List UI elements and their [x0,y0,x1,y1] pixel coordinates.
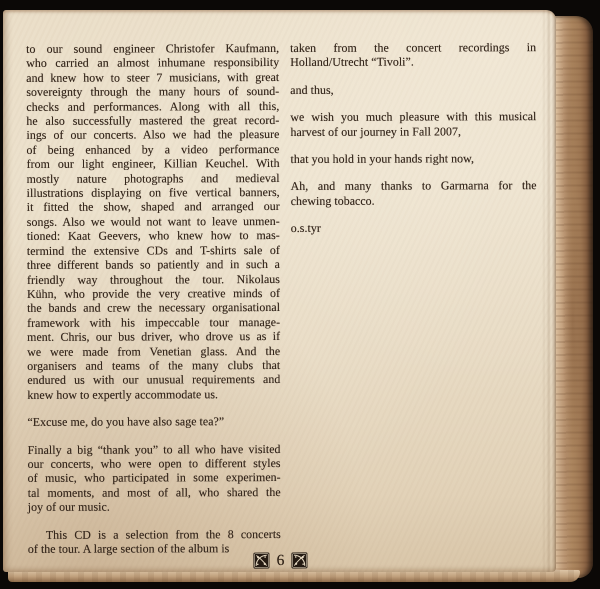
text-line: checks and performances. Along with all this, [26,98,280,114]
text-line: our concerts, who were open to different styles [27,455,281,471]
text-line: harvest of our journey in Fall 2007, [290,123,462,139]
page-content [2,9,557,573]
text-line: mostly nature photographs and medieval [26,170,280,186]
text-line: taken from the concert recordings in [290,40,537,55]
text-line: of music, who participated in some experimen- [27,470,281,486]
paragraph [290,40,536,70]
page-number: 6 [276,551,285,570]
text-line: joy of our music. [27,499,110,515]
text-line: Ah, and many thanks to Garmarna for the [290,178,537,194]
paragraph [291,220,537,235]
text-line: the bands and crew the necessary organisational [27,300,281,316]
text-line: he also successfully mastered the great record- [26,113,280,128]
text-line: Finally a big “thank you” to all who have visited [27,441,281,457]
text-line: Kühn, who provide the very creative minds of [26,285,281,301]
text-line: sovereignty through the many hours of sound- [26,84,280,100]
text-line: friendly way throughout the tour. Nikolaus [26,271,280,287]
text-line: to our sound engineer Christofer Kaufmann, [26,40,280,56]
paragraph [28,442,281,515]
text-line: tal moments, and most of all, who shared the [27,484,281,500]
text-line: of being enhanced by a video performance [26,141,280,157]
text-line: we wish you much pleasure with this musical [290,109,537,125]
paragraph [290,82,536,97]
text-line: we were made from Venetian glass. And the [27,343,281,359]
text-line: termind the extensive CDs and T-shirts sale of [26,242,280,258]
paragraph [26,41,280,402]
paragraph [27,414,280,429]
text-line: chewing tobacco. [290,193,375,208]
right-text-column [290,40,537,236]
text-line: of the tour. A large section of the album is [27,541,230,556]
text-line: o.s.tyr [290,221,321,236]
booklet-page [3,10,556,572]
text-line: who carried an almost inhumane responsibility [26,55,280,71]
paragraph [291,151,537,166]
text-line: songs. Also we would not want to leave unmen- [26,213,280,229]
text-line: organisers and teams of the many clubs that [27,357,281,373]
text-line: “Excuse me, do you have also sage tea?” [27,414,225,430]
text-line: knew how to expertly accommodate us. [27,386,219,402]
text-line: This CD is a selection from the 8 concerts [45,526,281,542]
text-line: framework with his impeccable tour manage- [27,314,281,330]
text-line: endured us with our unusual requirements and [27,372,281,388]
text-line: illustrations displaying on five vertical banners, [26,185,280,200]
paragraph [290,109,536,139]
knot-ornament-icon [253,552,270,569]
text-line: from our light engineer, Killian Keuchel. With [26,156,280,172]
text-line: three different bands so patiently and in such a [26,257,280,272]
text-line: and knew how to steer 7 musicians, with great [26,69,280,85]
left-text-column [26,41,281,556]
text-line: Holland/Utrecht “Tivoli”. [290,54,414,70]
text-line: it fitted the show, shaped and arranged our [26,199,280,215]
text-line: ings of our concerts. Also we had the pleasure [26,127,280,143]
text-line: that you hold in your hands right now, [290,151,475,166]
text-line: and thus, [290,82,334,97]
page-footer [4,551,557,570]
paragraph [291,179,537,209]
text-line: ment. Chris, our bus driver, who drove us as if [27,329,281,345]
knot-ornament-icon [291,552,308,569]
text-line: tioned: Kaat Geevers, who knew how to mas- [26,228,280,244]
